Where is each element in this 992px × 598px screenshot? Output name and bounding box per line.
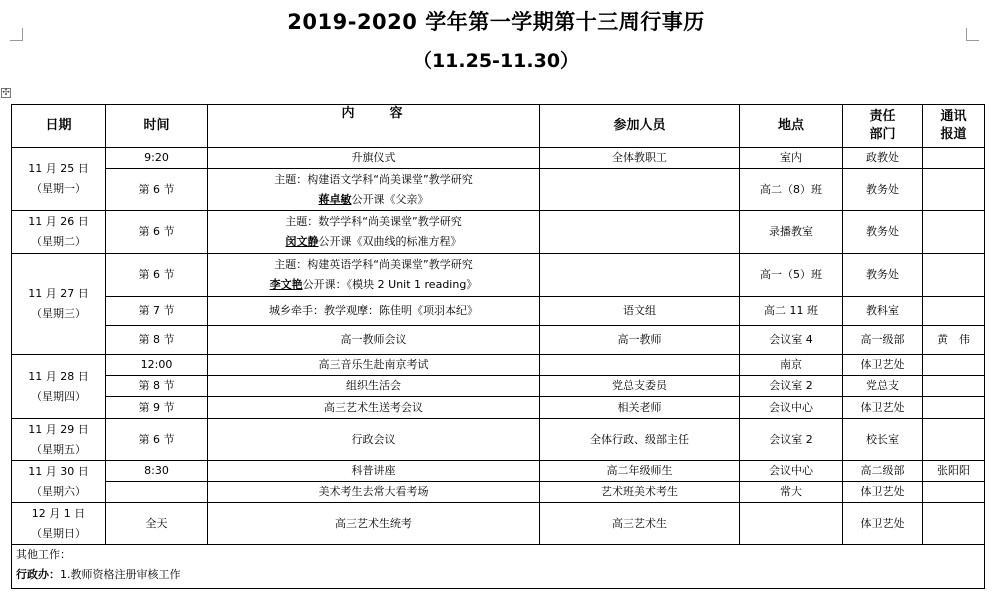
participants-cell: 高一教师 bbox=[540, 326, 740, 355]
dept-cell: 教务处 bbox=[843, 169, 923, 211]
dept-cell: 体卫艺处 bbox=[843, 503, 923, 545]
participants-cell bbox=[540, 169, 740, 211]
header-report: 通讯 报道 bbox=[923, 105, 985, 148]
teacher-name: 李文艳 bbox=[269, 278, 303, 291]
time-cell: 第 6 节 bbox=[106, 419, 208, 461]
header-dept: 责任 部门 bbox=[843, 105, 923, 148]
dept-cell: 政教处 bbox=[843, 148, 923, 169]
table-row bbox=[12, 419, 985, 461]
location-cell: 高一（5）班 bbox=[740, 254, 843, 297]
office-label: 行政办： bbox=[16, 568, 60, 581]
report-cell bbox=[923, 148, 985, 169]
content-cell: 高三艺术生送考会议 bbox=[208, 397, 540, 419]
date-cell: 11 月 27 日 （星期三） bbox=[12, 254, 106, 355]
participants-cell: 艺术班美术考生 bbox=[540, 482, 740, 503]
location-cell: 高二 11 班 bbox=[740, 297, 843, 326]
location-cell: 会议室 4 bbox=[740, 326, 843, 355]
participants-cell bbox=[540, 254, 740, 297]
dept-cell: 教务处 bbox=[843, 254, 923, 297]
content-cell: 美术考生去常大看考场 bbox=[208, 482, 540, 503]
content-cell: 升旗仪式 bbox=[208, 148, 540, 169]
schedule-table bbox=[11, 104, 985, 589]
location-cell: 会议中心 bbox=[740, 397, 843, 419]
location-cell: 南京 bbox=[740, 355, 843, 376]
header-location: 地点 bbox=[740, 105, 843, 148]
header-time: 时间 bbox=[106, 105, 208, 148]
date-cell: 11 月 30 日 （星期六） bbox=[12, 461, 106, 503]
content-cell: 主题：构建英语学科“尚美课堂”教学研究 李文艳公开课：《模块 2 Unit 1 reading》 bbox=[208, 254, 540, 297]
content-cell: 高三艺术生统考 bbox=[208, 503, 540, 545]
office-text: 1.教师资格注册审核工作 bbox=[60, 568, 181, 581]
table-row bbox=[12, 355, 985, 376]
content-cell: 主题：数学学科“尚美课堂”教学研究 闵文静公开课《双曲线的标准方程》 bbox=[208, 211, 540, 254]
table-row bbox=[12, 211, 985, 254]
date-cell: 11 月 28 日 （星期四） bbox=[12, 355, 106, 419]
report-cell bbox=[923, 419, 985, 461]
time-cell: 第 7 节 bbox=[106, 297, 208, 326]
report-cell: 黄 伟 bbox=[923, 326, 985, 355]
dept-cell: 高一级部 bbox=[843, 326, 923, 355]
table-row bbox=[12, 326, 985, 355]
location-cell: 高二（8）班 bbox=[740, 169, 843, 211]
table-row bbox=[12, 397, 985, 419]
report-cell bbox=[923, 355, 985, 376]
table-row bbox=[12, 169, 985, 211]
time-cell: 第 6 节 bbox=[106, 254, 208, 297]
time-cell: 第 8 节 bbox=[106, 326, 208, 355]
time-cell bbox=[106, 482, 208, 503]
table-row bbox=[12, 297, 985, 326]
dept-cell: 体卫艺处 bbox=[843, 355, 923, 376]
header-content: 内 容 bbox=[208, 105, 540, 148]
participants-cell: 全体教职工 bbox=[540, 148, 740, 169]
participants-cell bbox=[540, 211, 740, 254]
date-cell: 11 月 25 日 （星期一） bbox=[12, 148, 106, 211]
location-cell: 录播教室 bbox=[740, 211, 843, 254]
report-cell bbox=[923, 297, 985, 326]
table-row bbox=[12, 482, 985, 503]
content-cell: 高三音乐生赴南京考试 bbox=[208, 355, 540, 376]
location-cell bbox=[740, 503, 843, 545]
participants-cell: 相关老师 bbox=[540, 397, 740, 419]
table-row bbox=[12, 254, 985, 297]
time-cell: 第 6 节 bbox=[106, 169, 208, 211]
time-cell: 第 6 节 bbox=[106, 211, 208, 254]
table-move-handle-icon[interactable]: ✣ bbox=[2, 88, 10, 98]
content-cell: 行政会议 bbox=[208, 419, 540, 461]
content-cell: 科普讲座 bbox=[208, 461, 540, 482]
header-date: 日期 bbox=[12, 105, 106, 148]
report-cell: 张阳阳 bbox=[923, 461, 985, 482]
teacher-name: 闵文静 bbox=[285, 235, 319, 248]
time-cell: 8:30 bbox=[106, 461, 208, 482]
dept-cell: 教务处 bbox=[843, 211, 923, 254]
content-cell: 城乡牵手：教学观摩：陈佳明《项羽本纪》 bbox=[208, 297, 540, 326]
participants-cell bbox=[540, 355, 740, 376]
time-cell: 9:20 bbox=[106, 148, 208, 169]
page-title: 2019-2020 学年第一学期第十三周行事历 bbox=[287, 10, 705, 34]
time-cell: 第 9 节 bbox=[106, 397, 208, 419]
footer-row bbox=[12, 545, 985, 589]
dept-cell: 党总支 bbox=[843, 376, 923, 397]
time-cell: 全天 bbox=[106, 503, 208, 545]
dept-cell: 体卫艺处 bbox=[843, 397, 923, 419]
location-cell: 室内 bbox=[740, 148, 843, 169]
content-cell: 主题：构建语文学科“尚美课堂”教学研究 蒋卓敏公开课《父亲》 bbox=[208, 169, 540, 211]
report-cell bbox=[923, 376, 985, 397]
location-cell: 会议室 2 bbox=[740, 419, 843, 461]
teacher-name: 蒋卓敏 bbox=[318, 192, 352, 206]
time-cell: 12:00 bbox=[106, 355, 208, 376]
table-row bbox=[12, 148, 985, 169]
location-cell: 常大 bbox=[740, 482, 843, 503]
participants-cell: 语文组 bbox=[540, 297, 740, 326]
table-row bbox=[12, 376, 985, 397]
dept-cell: 校长室 bbox=[843, 419, 923, 461]
header-participants: 参加人员 bbox=[540, 105, 740, 148]
page-subtitle: （11.25-11.30） bbox=[412, 50, 580, 72]
other-work-label: 其他工作： bbox=[16, 548, 71, 561]
other-work-cell bbox=[12, 545, 985, 589]
date-cell: 11 月 29 日 （星期五） bbox=[12, 419, 106, 461]
participants-cell: 高三艺术生 bbox=[540, 503, 740, 545]
time-cell: 第 8 节 bbox=[106, 376, 208, 397]
location-cell: 会议室 2 bbox=[740, 376, 843, 397]
participants-cell: 全体行政、级部主任 bbox=[540, 419, 740, 461]
location-cell: 会议中心 bbox=[740, 461, 843, 482]
dept-cell: 教科室 bbox=[843, 297, 923, 326]
content-cell: 组织生活会 bbox=[208, 376, 540, 397]
content-cell: 高一教师会议 bbox=[208, 326, 540, 355]
participants-cell: 高二年级师生 bbox=[540, 461, 740, 482]
report-cell bbox=[923, 254, 985, 297]
report-cell bbox=[923, 482, 985, 503]
date-cell: 12 月 1 日 （星期日） bbox=[12, 503, 106, 545]
table-row bbox=[12, 461, 985, 482]
report-cell bbox=[923, 397, 985, 419]
dept-cell: 体卫艺处 bbox=[843, 482, 923, 503]
date-cell: 11 月 26 日 （星期二） bbox=[12, 211, 106, 254]
participants-cell: 党总支委员 bbox=[540, 376, 740, 397]
report-cell bbox=[923, 503, 985, 545]
report-cell bbox=[923, 211, 985, 254]
report-cell bbox=[923, 169, 985, 211]
dept-cell: 高二级部 bbox=[843, 461, 923, 482]
table-row bbox=[12, 503, 985, 545]
table-header-row bbox=[12, 105, 985, 148]
